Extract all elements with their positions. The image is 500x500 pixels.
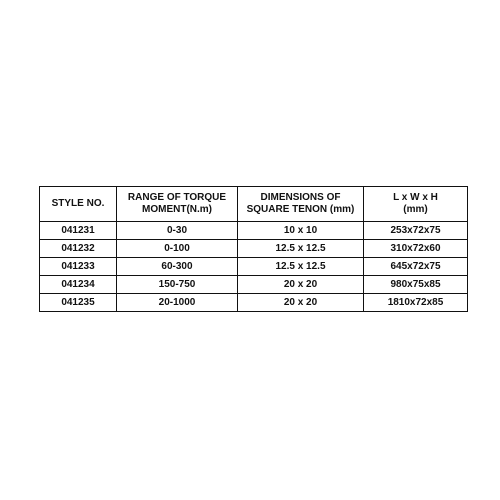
cell-style-no: 041235: [40, 294, 117, 312]
header-dimensions-lwh-line2: (mm): [403, 204, 428, 215]
header-style-no: [40, 187, 117, 222]
cell-dimensions-lwh: 1810x72x85: [364, 294, 468, 312]
cell-style-no: 041232: [40, 240, 117, 258]
cell-style-no: 041231: [40, 222, 117, 240]
cell-style-no: 041233: [40, 258, 117, 276]
header-torque-range: [117, 187, 238, 222]
cell-torque-range: 60-300: [117, 258, 238, 276]
header-dimensions-lwh-line1: L x W x H: [393, 192, 438, 203]
table-header: [40, 187, 468, 222]
header-style-no-text: STYLE NO.: [51, 198, 105, 209]
header-torque-range-line1: RANGE OF TORQUE: [127, 192, 227, 203]
table-row: [40, 294, 468, 312]
table-row: [40, 258, 468, 276]
cell-torque-range: 20-1000: [117, 294, 238, 312]
header-square-tenon-line2: SQUARE TENON (mm): [246, 204, 355, 215]
cell-style-no: 041234: [40, 276, 117, 294]
torque-spec-table: [39, 186, 468, 312]
table-row: [40, 222, 468, 240]
header-torque-range-line2: MOMENT(N.m): [142, 204, 212, 215]
cell-torque-range: 0-30: [117, 222, 238, 240]
cell-square-tenon: 10 x 10: [238, 222, 364, 240]
header-square-tenon: [238, 187, 364, 222]
header-row: [40, 187, 468, 222]
cell-dimensions-lwh: 980x75x85: [364, 276, 468, 294]
cell-dimensions-lwh: 310x72x60: [364, 240, 468, 258]
cell-square-tenon: 20 x 20: [238, 276, 364, 294]
cell-square-tenon: 12.5 x 12.5: [238, 240, 364, 258]
cell-torque-range: 0-100: [117, 240, 238, 258]
table-body: [40, 222, 468, 312]
cell-dimensions-lwh: 645x72x75: [364, 258, 468, 276]
table-row: [40, 240, 468, 258]
header-dimensions-lwh: [364, 187, 468, 222]
header-square-tenon-line1: DIMENSIONS OF: [260, 192, 341, 203]
table-row: [40, 276, 468, 294]
cell-square-tenon: 20 x 20: [238, 294, 364, 312]
cell-dimensions-lwh: 253x72x75: [364, 222, 468, 240]
cell-torque-range: 150-750: [117, 276, 238, 294]
cell-square-tenon: 12.5 x 12.5: [238, 258, 364, 276]
